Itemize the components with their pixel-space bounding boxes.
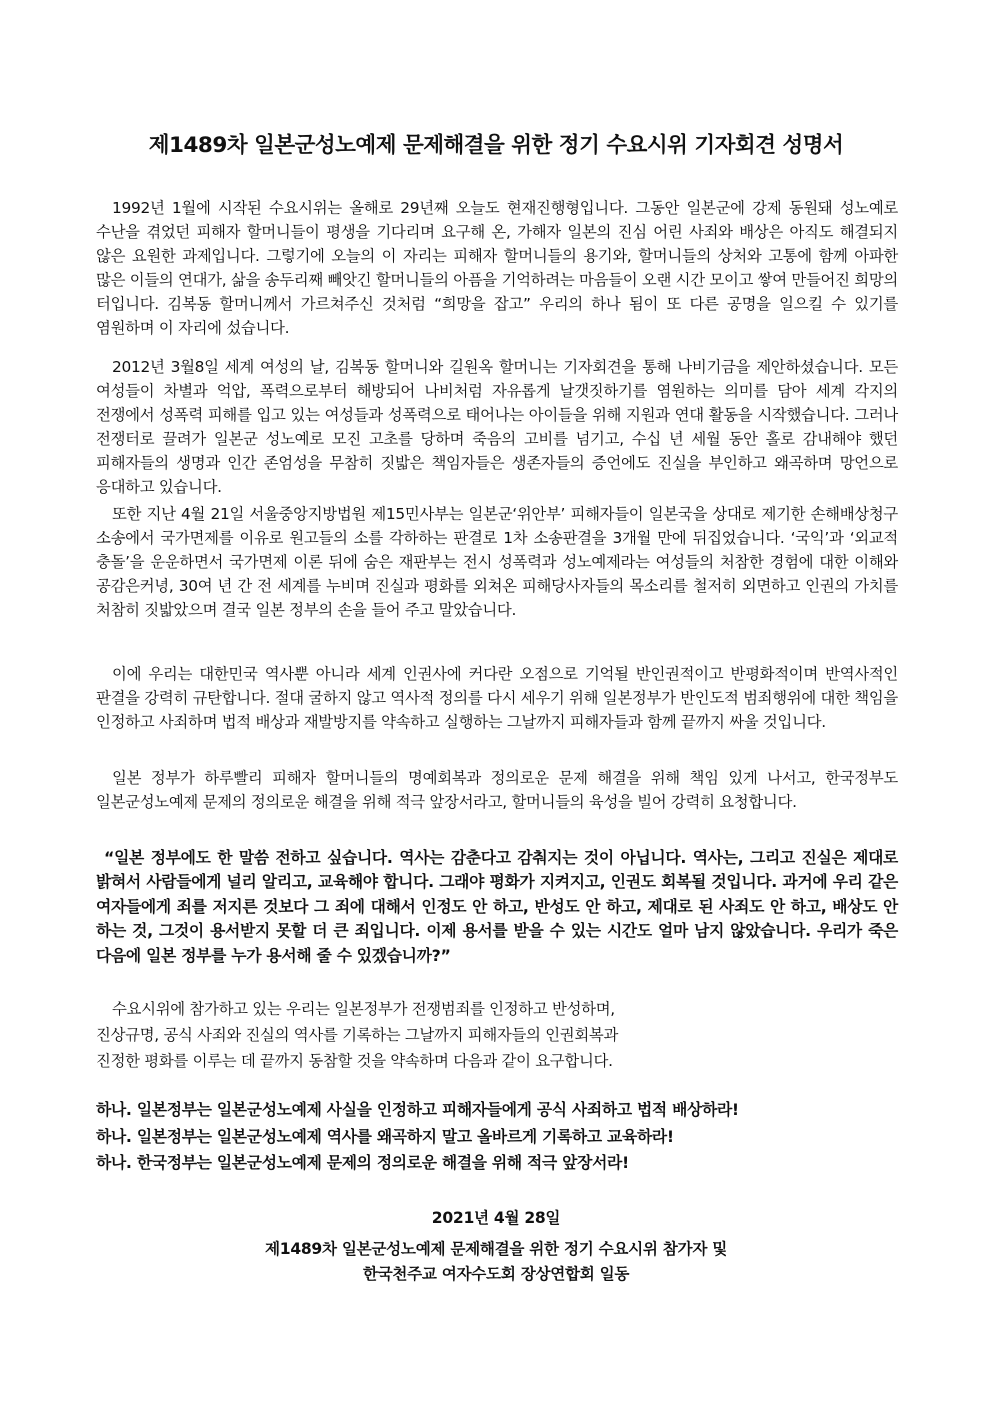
paragraph-history: 1992년 1월에 시작된 수요시위는 올해로 29년째 오늘도 현재진행형입니다. 그동안 일본군에 강제 동원돼 성노예로 수난을 겪었던 피해자 할머니들이 평생을 기다리며 요구해 온, 가해자 일본의 진심 어린 사죄와 배상은 아직도 해결되지 않은 요원한 과제입니다. 그렇기에 오늘의 이 자리는 피해자 할머니들의 용기와, 할머니들의 상처와 고통에 함께 아파한 많은 이들의 연대가, 삶을 송두리째 빼앗긴 할머니들의 아픔을 기억하려는 마음들이 오랜 시간 모이고 쌓여 만들어진 희망의 터입니다. 김복동 할머니께서 가르쳐주신 것처럼 “희망을 잡고” 우리의 하나 됨이 또 다른 공명을 일으킬 수 있기를 염원하며 이 자리에 섰습니다. (96, 199, 898, 337)
signatory-line: 한국천주교 여자수도회 장상연합회 일동 (362, 1265, 630, 1283)
closing-line: 진상규명, 공식 사죄와 진실의 역사를 기록하는 그날까지 피해자들의 인권회복과 (96, 1026, 619, 1044)
document-title: 제1489차 일본군성노예제 문제해결을 위한 정기 수요시위 기자회견 성명서 (148, 133, 844, 158)
signatory-line: 제1489차 일본군성노예제 문제해결을 위한 정기 수요시위 참가자 및 (265, 1240, 727, 1258)
closing-statement (96, 996, 898, 1074)
demands-list (96, 1097, 898, 1177)
paragraph-butterfly-fund: 2012년 3월8일 세계 여성의 날, 김복동 할머니와 길원옥 할머니는 기자회견을 통해 나비기금을 제안하셨습니다. 모든 여성들이 차별과 억압, 폭력으로부터 해방되어 나비처럼 자유롭게 날갯짓하기를 염원하는 의미를 담아 세계 각지의 전쟁에서 성폭력 피해를 입고 있는 여성들과 성폭력으로 태어나는 아이들을 위해 지원과 연대 활동을 시작했습니다. 그러나 전쟁터로 끌려가 일본군 성노예로 모진 고초를 당하며 죽음의 고비를 넘기고, 수십 년 세월 동안 홀로 감내해야 했던 피해자들의 생명과 인간 존엄성을 무참히 짓밟은 책임자들은 생존자들의 증언에도 진실을 부인하고 왜곡하며 망언으로 응대하고 있습니다. (96, 358, 898, 496)
statement-date: 2021년 4월 28일 (431, 1209, 561, 1227)
demand-item: 하나. 일본정부는 일본군성노예제 사실을 인정하고 피해자들에게 공식 사죄하고 법적 배상하라! (96, 1100, 739, 1119)
paragraph-condemnation: 이에 우리는 대한민국 역사뿐 아니라 세계 인권사에 커다란 오점으로 기억될 반인권적이고 반평화적이며 반역사적인 판결을 강력히 규탄합니다. 절대 굴하지 않고 역사적 정의를 다시 세우기 위해 일본정부가 반인도적 범죄행위에 대한 책임을 인정하고 사죄하며 법적 배상과 재발방지를 약속하고 실행하는 그날까지 피해자들과 함께 끝까지 싸울 것입니다. (96, 665, 898, 731)
survivor-quote: “일본 정부에도 한 말씀 전하고 싶습니다. 역사는 감춘다고 감춰지는 것이 아닙니다. 역사는, 그리고 진실은 제대로 밝혀서 사람들에게 널리 알리고, 교육해야 합니다. 그래야 평화가 지켜지고, 인권도 회복될 것입니다. 과거에 우리 같은 여자들에게 죄를 저지른 것보다 그 죄에 대해서 인정도 안 하고, 반성도 안 하고, 제대로 된 사죄도 안 하고, 배상도 안 하는 것, 그것이 용서받지 못할 더 큰 죄입니다. 이제 용서를 받을 수 있는 시간도 얼마 남지 않았습니다. 우리가 죽은 다음에 일본 정부를 누가 용서해 줄 수 있겠습니까?” (96, 848, 898, 965)
demand-item: 하나. 한국정부는 일본군성노예제 문제의 정의로운 해결을 위해 적극 앞장서라! (96, 1153, 629, 1172)
closing-line: 수요시위에 참가하고 있는 우리는 일본정부가 전쟁범죄를 인정하고 반성하며, (112, 1000, 615, 1018)
paragraph-request: 일본 정부가 하루빨리 피해자 할머니들의 명예회복과 정의로운 문제 해결을 위해 책임 있게 나서고, 한국정부도 일본군성노예제 문제의 정의로운 해결을 위해 적극 앞장서라고, 할머니들의 육성을 빌어 강력히 요청합니다. (96, 769, 898, 811)
paragraph-court-ruling: 또한 지난 4월 21일 서울중앙지방법원 제15민사부는 일본군‘위안부’ 피해자들이 일본국을 상대로 제기한 손해배상청구 소송에서 국가면제를 이유로 원고들의 소를 각하하는 판결로 1차 소송판결을 3개월 만에 뒤집었습니다. ‘국익’과 ‘외교적 충돌’을 운운하면서 국가면제 이론 뒤에 숨은 재판부는 전시 성폭력과 성노예제라는 여성들의 처참한 경험에 대한 이해와 공감은커녕, 30여 년 간 전 세계를 누비며 진실과 평화를 외쳐온 피해당사자들의 목소리를 철저히 외면하고 인권의 가치를 처참히 짓밟았으며 결국 일본 정부의 손을 들어 주고 말았습니다. (96, 505, 898, 619)
closing-line: 진정한 평화를 이루는 데 끝까지 동참할 것을 약속하며 다음과 같이 요구합니다. (96, 1052, 613, 1070)
demand-item: 하나. 일본정부는 일본군성노예제 역사를 왜곡하지 말고 올바르게 기록하고 교육하라! (96, 1126, 674, 1146)
